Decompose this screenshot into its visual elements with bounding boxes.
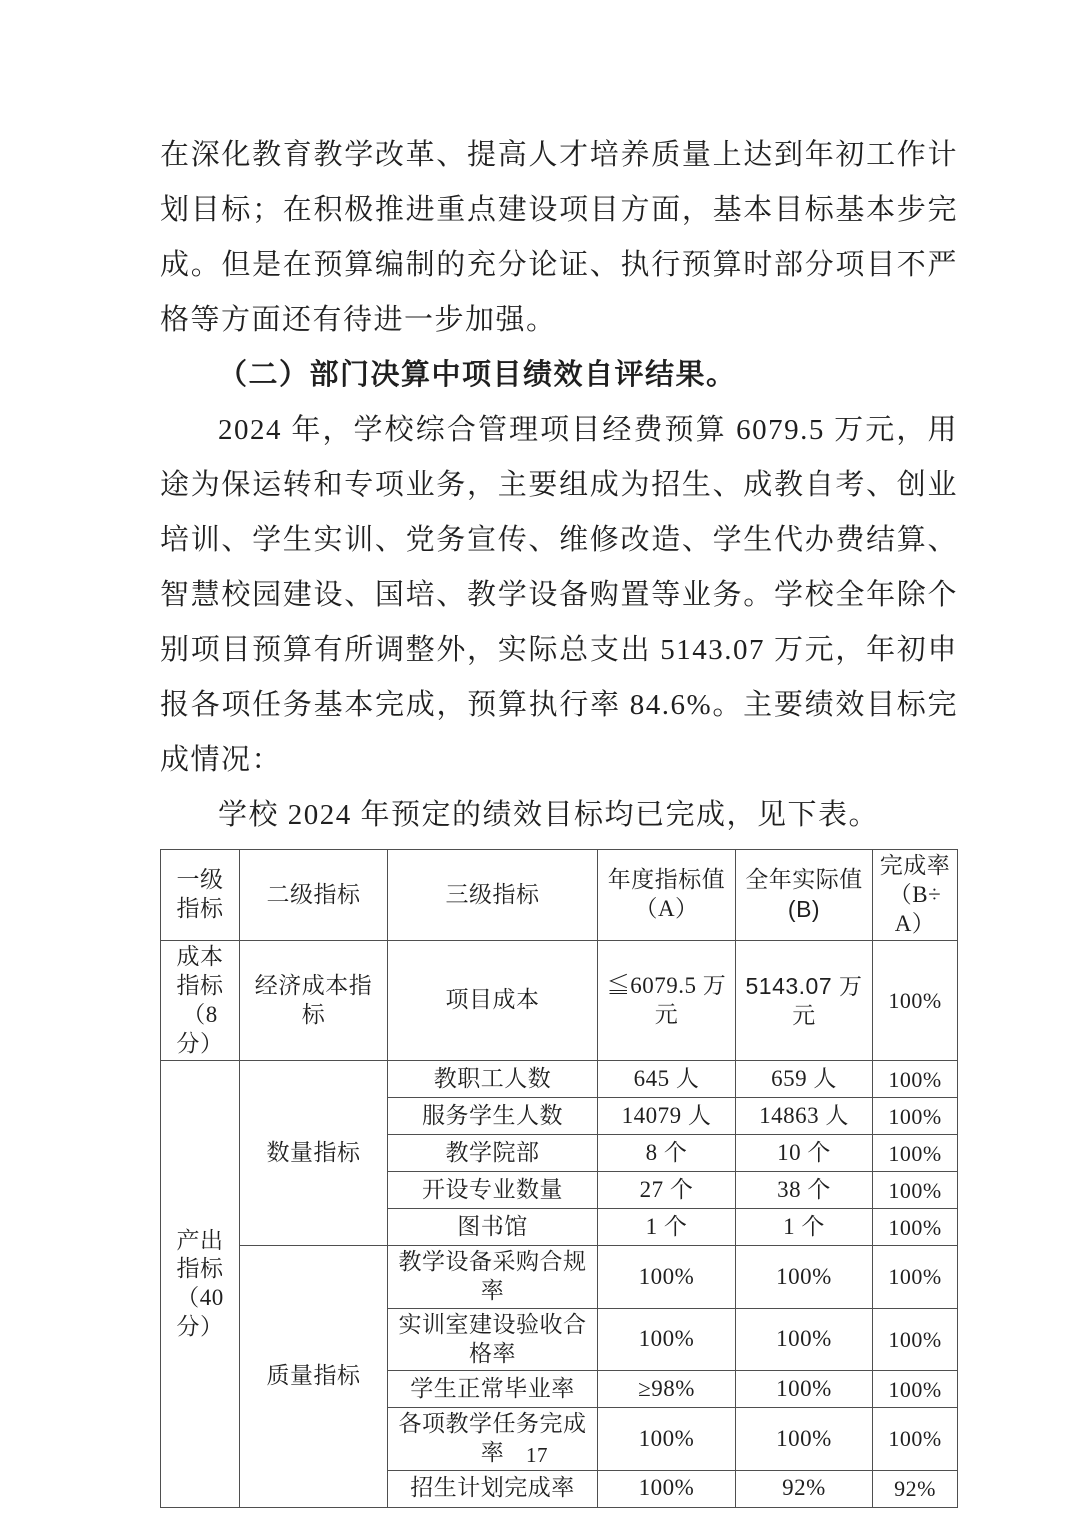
- rate-cell: 92%: [873, 1470, 958, 1507]
- header-level2: 二级指标: [240, 850, 388, 941]
- section-heading: （二）部门决算中项目绩效自评结果。: [218, 359, 737, 391]
- target-cell: 645 人: [598, 1061, 736, 1098]
- target-cell: 100%: [598, 1308, 736, 1371]
- target-cell: ≦6079.5 万元: [598, 941, 736, 1061]
- header-annual-target-symbol: （A）: [634, 896, 699, 922]
- indicator-cell: 服务学生人数: [388, 1098, 598, 1135]
- performance-indicator-table: [160, 849, 958, 1508]
- indicator-cell: 各项教学任务完成率: [388, 1408, 598, 1471]
- header-completion-rate-symbol: （B÷A）: [888, 881, 942, 936]
- level2-economic-cell: 经济成本指标: [240, 941, 388, 1061]
- rate-cell: 100%: [873, 1371, 958, 1408]
- target-cell: 27 个: [598, 1172, 736, 1209]
- rate-cell: 100%: [873, 1209, 958, 1246]
- indicator-cell: 图书馆: [388, 1209, 598, 1246]
- rate-cell: 100%: [873, 1172, 958, 1209]
- actual-cell: 1 个: [736, 1209, 873, 1246]
- indicator-cell: 招生计划完成率: [388, 1470, 598, 1507]
- rate-cell: 100%: [873, 1061, 958, 1098]
- target-cell: 8 个: [598, 1135, 736, 1172]
- page-number: 17: [526, 1443, 548, 1467]
- actual-cell: 100%: [736, 1246, 873, 1309]
- level1-cost-cell: 成本指标（8分）: [161, 941, 240, 1061]
- level2-quantity-cell: 数量指标: [240, 1061, 388, 1246]
- rate-cell: 100%: [873, 1135, 958, 1172]
- actual-cell: 38 个: [736, 1172, 873, 1209]
- indicator-cell: 实训室建设验收合格率: [388, 1308, 598, 1371]
- level1-output-cell: 产出指标（40分）: [161, 1061, 240, 1508]
- actual-cell: 100%: [736, 1408, 873, 1471]
- rate-cell: 100%: [873, 1408, 958, 1471]
- indicator-cell: 开设专业数量: [388, 1172, 598, 1209]
- header-actual-value-label: 全年实际值: [745, 866, 863, 892]
- indicator-cell: 项目成本: [388, 941, 598, 1061]
- indicator-cell: 学生正常毕业率: [388, 1371, 598, 1408]
- rate-cell: 100%: [873, 1308, 958, 1371]
- actual-cell: 100%: [736, 1308, 873, 1371]
- actual-cell: 659 人: [736, 1061, 873, 1098]
- table-row: [161, 1246, 958, 1309]
- table-row: [161, 1061, 958, 1098]
- target-cell: 1 个: [598, 1209, 736, 1246]
- actual-cell: 5143.07 万元: [736, 941, 873, 1061]
- rate-cell: 100%: [873, 1098, 958, 1135]
- target-cell: 100%: [598, 1246, 736, 1309]
- actual-cell: 10 个: [736, 1135, 873, 1172]
- rate-cell: 100%: [873, 941, 958, 1061]
- header-completion-rate-label: 完成率: [879, 853, 951, 878]
- table-row: [161, 941, 958, 1061]
- header-level3: 三级指标: [388, 850, 598, 941]
- header-level1: 一级指标: [161, 850, 240, 941]
- actual-cell: 92%: [736, 1470, 873, 1507]
- level2-quality-cell: 质量指标: [240, 1246, 388, 1508]
- actual-cell: 100%: [736, 1371, 873, 1408]
- table-header-row: [161, 850, 958, 941]
- indicator-cell: 教学院部: [388, 1135, 598, 1172]
- header-annual-target-label: 年度指标值: [607, 867, 726, 893]
- target-cell: ≥98%: [598, 1371, 736, 1408]
- indicator-cell: 教学设备采购合规率: [388, 1246, 598, 1309]
- indicator-cell: 教职工人数: [388, 1061, 598, 1098]
- paragraph-budget-summary: 2024 年，学校综合管理项目经费预算 6079.5 万元，用途为保运转和专项业务，主要组成为招生、成教自考、创业培训、学生实训、党务宣传、维修改造、学生代办费结算、智慧校园建设、国培、教学设备购置等业务。学校全年除个别项目预算有所调整外，实际总支出 5143.07 万元，年初申报各项任务基本完成，预算执行率 84.6%。主要绩效目标完成情况：: [160, 414, 958, 776]
- target-cell: 100%: [598, 1408, 736, 1471]
- header-actual-value: [736, 850, 873, 941]
- rate-cell: 100%: [873, 1246, 958, 1309]
- body-text-block: [160, 128, 958, 843]
- actual-cell: 14863 人: [736, 1098, 873, 1135]
- paragraph-continuation: 在深化教育教学改革、提高人才培养质量上达到年初工作计划目标；在积极推进重点建设项目方面，基本目标基本步完成。但是在预算编制的充分论证、执行预算时部分项目不严格等方面还有待进一步加强。: [160, 139, 958, 336]
- target-cell: 14079 人: [598, 1098, 736, 1135]
- header-completion-rate: [873, 850, 958, 941]
- target-cell: 100%: [598, 1470, 736, 1507]
- header-annual-target: [598, 850, 736, 941]
- header-actual-value-symbol: (B): [787, 895, 821, 922]
- paragraph-table-intro: 学校 2024 年预定的绩效目标均已完成，见下表。: [218, 799, 880, 831]
